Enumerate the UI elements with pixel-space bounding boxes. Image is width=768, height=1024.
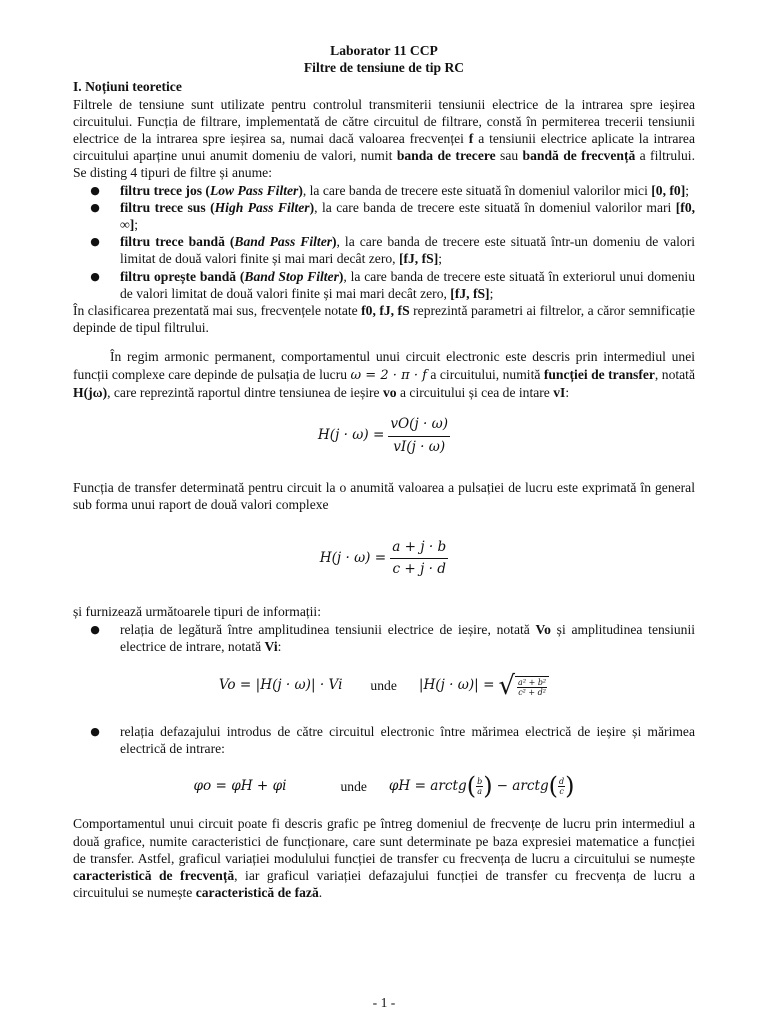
bullet-icon: ●	[90, 200, 100, 214]
list-item: ● filtru oprește bandă (Band Stop Filter), la care banda de trecere este situată în exteriorul unui domeniu de valori limitat de două valori finite și mai mari decât zero, [fJ, fS];	[90, 268, 696, 301]
document-page	[73, 42, 695, 902]
list-item: ● filtru trece jos (Low Pass Filter), la care banda de trecere este situată în domeniul valorilor mici [0, f0];	[90, 182, 690, 198]
document-title: Laborator 11 CCP	[330, 43, 438, 58]
complex-ratio-equation: H(j · ω) = $\frac{a + j \cdot b}{c + j \cdot d}$	[319, 538, 447, 577]
filter-types-list	[73, 182, 695, 302]
transfer-paragraph: Funcția de transfer determinată pentru circuit la o anumită valoarea a pulsației de lucru este exprimată în general sub forma unui raport de două valori complexe	[73, 480, 695, 513]
section-heading: I. Noțiuni teoretice	[73, 79, 182, 95]
list-item: ● relația de legătură între amplitudinea tensiunii electrice de ieșire, notată Vo și amplitudinea tensiunii electrice de intrare, notată Vi:	[90, 621, 695, 654]
bullet-icon: ●	[90, 269, 100, 283]
bullet-icon: ●	[90, 235, 100, 249]
list-item: ● filtru trece sus (High Pass Filter), la care banda de trecere este situată în domeniul valorilor mari [f0, ∞];	[90, 199, 696, 233]
list-item: ● relația defazajului introdus de către circuitul electronic între mărimea electrică de ieșire și mărimea electrică de intrare:	[90, 724, 695, 757]
info-list	[73, 621, 695, 655]
phase-list	[73, 723, 695, 757]
harmonic-paragraph: În regim armonic permanent, comportamentul unui circuit electronic este descris prin intermediul unei funcții complexe care depinde de pulsația de lucru ω = 2 · π · f a circuitului, numită funcției de transfer, notată H(jω), care reprezintă raportul dintre tensiunea de ieșire vo a circuitului și cea de intare vI:	[73, 349, 695, 400]
bullet-icon: ●	[90, 725, 100, 739]
bullet-icon: ●	[90, 183, 100, 197]
list-item: ● filtru trece bandă (Band Pass Filter), la care banda de trecere este situată într-un domeniu de valori limitat de două valori finite și mai mari decât zero, [fJ, fS];	[90, 234, 695, 267]
info-paragraph: și furnizează următoarele tipuri de informații:	[73, 604, 321, 620]
phase-equation: φo = φH + φi unde φH = arctg ( $\frac{b}{a}$ ) − arctg ( $\frac{d}{c}$ )	[193, 771, 575, 800]
behavior-paragraph: Comportamentul unui circuit poate fi descris grafic pe întreg domeniul de frecvențe de lucru prin intermediul a două grafice, numite caracteristici de funcționare, care sunt determinate pe baza expresiei matematice a funcției de transfer. Astfel, graficul variației modulului funcției de transfer cu frecvența de lucru a circuitului se numește caracteristică de frecvență, iar graficul variației defazajului funcției de transfer cu frecvența de lucru a circuitului se numește caracteristică de fază.	[73, 816, 695, 901]
bullet-icon: ●	[90, 622, 100, 636]
page-number: - 1 -	[372, 995, 396, 1010]
amplitude-equation: Vo = |H(j · ω)| · Vi unde |H(j · ω)| = √ $\frac{\text{a² + b²}}{\text{c² + d²}}$	[73, 655, 695, 717]
intro-paragraph: Filtrele de tensiune sunt utilizate pentru controlul transmiterii tensiunii electrice de la intrarea spre ieșirea circuitului. Funcția de filtrare, implementată de către circuitul de filtrare, constă în permiterea trecerii tensiunii electrice de la intrarea spre ieșirea sa, numai dacă valoarea frecvenței f a tensiunii electrice aplicate la intrarea circuitului aparține unui anumit domeniu de valori, numit banda de trecere sau bandă de frecvență a filtrului. Se disting 4 tipuri de filtre și anume:	[73, 96, 695, 181]
sqrt-icon: √	[498, 671, 516, 702]
transfer-function-equation: H(j · ω) = $\frac{vO(j \cdot \omega)}{vI(j \cdot \omega)}$	[317, 416, 449, 455]
document-subtitle: Filtre de tensiune de tip RC	[303, 60, 465, 76]
classification-paragraph: În clasificarea prezentată mai sus, frecvențele notate f0, fJ, fS reprezintă parametri ai filtrelor, a căror semnificație depinde de tipul filtrului.	[73, 303, 695, 336]
